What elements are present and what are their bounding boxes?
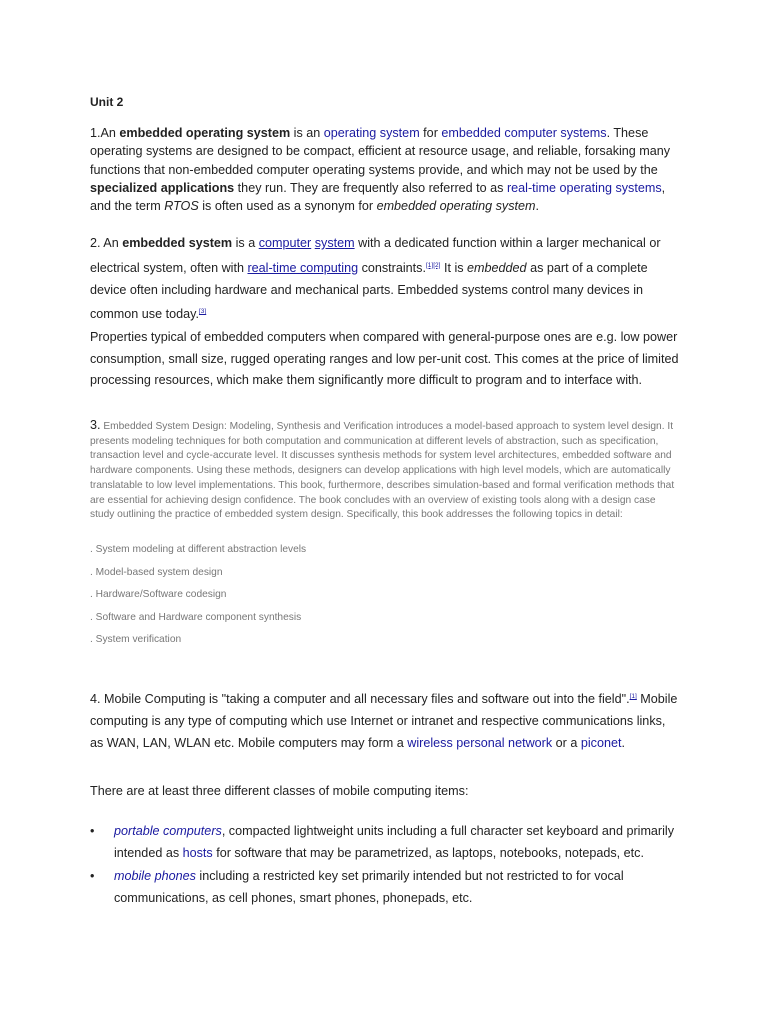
citation-link[interactable]: [3]	[198, 308, 207, 316]
text: . These operating systems are designed to be compact, efficient at resource usage, and reliable, forsaking many functions that non-embedded computer operating systems provide, and which may not be used by the	[90, 126, 671, 177]
link-embedded-computer-systems[interactable]: embedded computer systems	[441, 126, 607, 140]
citation-link[interactable]: [1]	[629, 693, 637, 700]
term-specialized-applications: specialized applications	[90, 180, 235, 195]
unit-title: Unit 2	[90, 95, 124, 109]
text: or a	[552, 736, 581, 751]
text: including a restricted key set primarily intended but not restricted to for vocal communications, as cell phones, smart phones, phonepads, etc.	[114, 869, 624, 905]
text: is often used as a synonym for	[198, 199, 377, 214]
paragraph-mobile-computing	[90, 686, 680, 754]
topic-item: . Software and Hardware component synthesis	[90, 612, 302, 623]
topic-item: . System modeling at different abstraction levels	[90, 544, 307, 555]
text: for	[419, 126, 442, 140]
text: .	[621, 736, 625, 751]
paragraph-embedded-os	[90, 124, 680, 215]
list-item	[90, 820, 680, 864]
paragraph-embedded-system	[90, 233, 680, 326]
link-real-time-operating-systems[interactable]: real-time operating systems	[506, 180, 662, 195]
paragraph-book-description	[90, 418, 682, 523]
text: , compacted lightweight units including a full character set keyboard and primarily intended as	[114, 824, 675, 860]
item-number: 3.	[90, 418, 101, 432]
link-piconet[interactable]: piconet	[580, 736, 622, 751]
term-embedded-operating-system: embedded operating system	[119, 126, 291, 140]
bullet-icon: •	[90, 869, 95, 883]
term-embedded: embedded	[467, 260, 527, 275]
paragraph-properties: Properties typical of embedded computers when compared with general-purpose ones are e.g. low power consumption, small size, rugged operating ranges and low per-unit cost. This comes at the price of limited processing resources, which make them significantly more difficult to program and to interface with.	[90, 330, 679, 388]
text: Embedded System Design: Modeling, Synthesis and Verification introduces a model-based approach to system level design. It presents modeling techniques for both computation and communication at different levels of abstraction, such as specification, transaction level and cycle-accurate level. It discusses synthesis methods for system level architectures, embedded software and hardware components. Using these methods, designers can develop applications with high level models, which are automatically translatable to low level implementations. This book, furthermore, describes simulation-based and formal verification methods that are essential for achieving design confidence. The book concludes with an overview of existing tools along with a design case study outlining the practice of embedded system design. Specifically, this book addresses the following topics in detail:	[90, 421, 675, 521]
link-system[interactable]: system	[314, 236, 355, 250]
paragraph-classes: There are at least three different classes of mobile computing items:	[90, 784, 469, 798]
text: with a dedicated function within a larger mechanical or electrical system, often with	[90, 236, 661, 275]
text: 2. An	[90, 236, 123, 250]
text: It is	[440, 260, 468, 275]
text: 4. Mobile Computing is "taking a computer and all necessary files and software out into the field".	[90, 692, 630, 707]
link-portable-computers[interactable]: portable computers	[114, 824, 222, 838]
topic-item: . System verification	[90, 634, 182, 645]
text: constraints.	[358, 260, 426, 275]
link-mobile-phones[interactable]: mobile phones	[114, 869, 196, 883]
text: , and the term	[90, 180, 666, 214]
text: .	[535, 199, 539, 214]
citation-link[interactable]: [1][2]	[425, 261, 441, 269]
topic-item: . Hardware/Software codesign	[90, 589, 227, 600]
text: they run. They are frequently also referred to as	[234, 180, 507, 195]
mobile-classes-list	[90, 820, 680, 910]
topic-item: . Model-based system design	[90, 567, 223, 578]
list-item	[90, 865, 680, 909]
term-embedded-os-italic: embedded operating system	[376, 199, 536, 214]
bullet-icon: •	[90, 824, 95, 838]
text: is a	[232, 236, 259, 250]
term-rtos: RTOS	[164, 199, 199, 214]
link-computer[interactable]: computer	[258, 236, 312, 250]
text: for software that may be parametrized, as laptops, notebooks, notepads, etc.	[212, 846, 644, 860]
link-operating-system[interactable]: operating system	[323, 126, 420, 140]
link-wireless-personal-network[interactable]: wireless personal network	[407, 736, 553, 751]
link-hosts[interactable]: hosts	[182, 846, 213, 860]
text: is an	[290, 126, 324, 140]
link-real-time-computing[interactable]: real-time computing	[247, 260, 359, 275]
text: as part of a complete device often including hardware and mechanical parts. Embedded systems control many devices in common use today.	[90, 260, 648, 322]
text: 1.An	[90, 126, 120, 140]
text: Mobile computing is any type of computing which use Internet or intranet and respective communications links, as WAN, LAN, WLAN etc. Mobile computers may form a	[90, 692, 678, 751]
term-embedded-system: embedded system	[122, 236, 233, 250]
